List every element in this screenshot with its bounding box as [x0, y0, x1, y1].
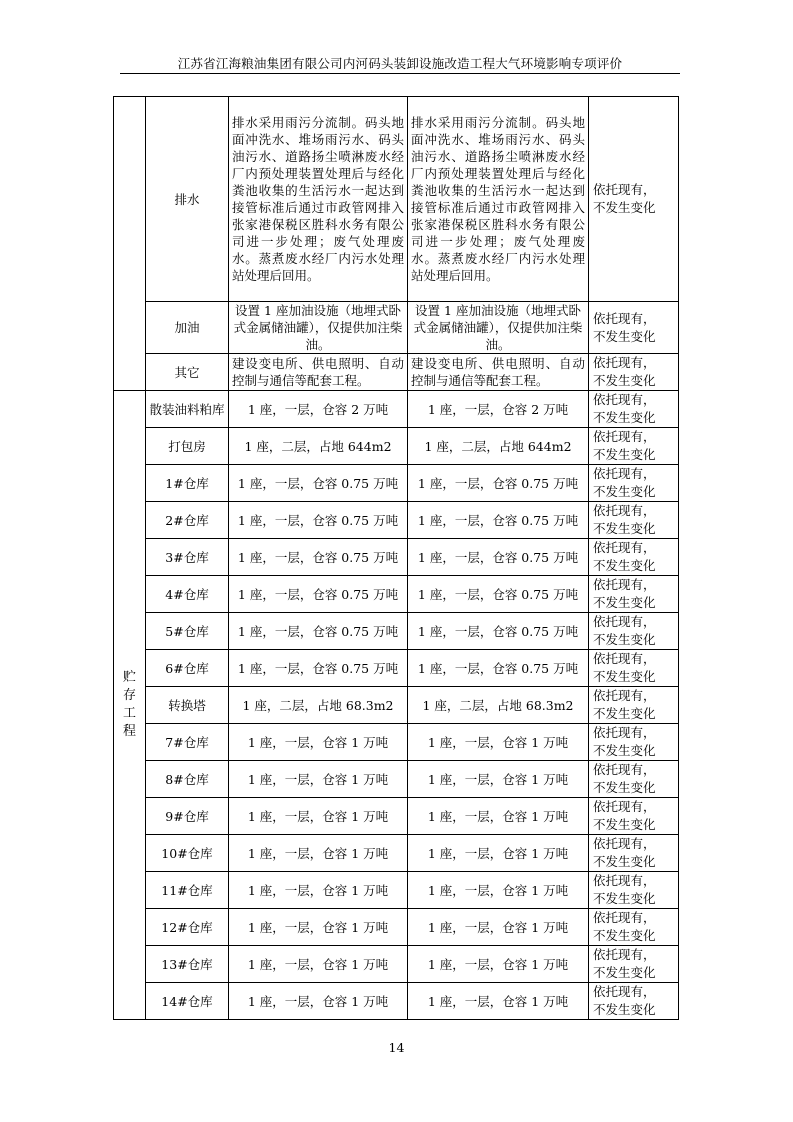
category-char: 存 — [122, 688, 136, 703]
status-line-1: 依托现有， — [593, 503, 656, 518]
item-name: 3#仓库 — [146, 539, 229, 576]
existing-description: 1 座，一层，仓容 0.75 万吨 — [229, 502, 408, 539]
after-change-description: 1 座，一层，仓容 0.75 万吨 — [408, 539, 589, 576]
item-name: 排水 — [146, 97, 229, 302]
category-char: 工 — [122, 706, 136, 721]
category-cell-blank — [114, 97, 146, 391]
change-status — [589, 724, 679, 761]
status-line-1: 依托现有， — [593, 466, 656, 481]
after-change-description: 设置 1 座加油设施（地埋式卧式金属储油罐），仅提供加注柴油。 — [408, 302, 589, 354]
status-line-1: 依托现有， — [593, 873, 656, 888]
status-line-1: 依托现有， — [593, 577, 656, 592]
table-row-storage — [114, 576, 679, 613]
status-line-1: 依托现有， — [593, 799, 656, 814]
item-name: 其它 — [146, 354, 229, 391]
item-name: 10#仓库 — [146, 835, 229, 872]
existing-description: 1 座，一层，仓容 0.75 万吨 — [229, 576, 408, 613]
change-status — [589, 302, 679, 354]
item-name: 4#仓库 — [146, 576, 229, 613]
status-line-2: 不发生变化 — [593, 373, 656, 388]
item-name: 打包房 — [146, 428, 229, 465]
table-row-storage — [114, 724, 679, 761]
table-row-storage — [114, 465, 679, 502]
after-change-description: 1 座，一层，仓容 1 万吨 — [408, 835, 589, 872]
status-line-1: 依托现有， — [593, 984, 656, 999]
item-name: 5#仓库 — [146, 613, 229, 650]
status-line-2: 不发生变化 — [593, 706, 656, 721]
item-name: 12#仓库 — [146, 909, 229, 946]
status-line-1: 依托现有， — [593, 355, 656, 370]
existing-description: 1 座，二层，占地 68.3m2 — [229, 687, 408, 724]
change-status — [589, 576, 679, 613]
table-row-storage — [114, 613, 679, 650]
change-status — [589, 428, 679, 465]
status-line-1: 依托现有， — [593, 910, 656, 925]
after-change-description: 建设变电所、供电照明、自动控制与通信等配套工程。 — [408, 354, 589, 391]
table-row-storage — [114, 872, 679, 909]
status-line-2: 不发生变化 — [593, 1002, 656, 1017]
project-comparison-table — [113, 96, 679, 1020]
status-line-2: 不发生变化 — [593, 558, 656, 573]
after-change-description: 1 座，一层，仓容 1 万吨 — [408, 798, 589, 835]
after-change-description: 1 座，一层，仓容 0.75 万吨 — [408, 502, 589, 539]
existing-description: 1 座，一层，仓容 0.75 万吨 — [229, 539, 408, 576]
change-status — [589, 687, 679, 724]
table-row-storage — [114, 909, 679, 946]
status-line-1: 依托现有， — [593, 836, 656, 851]
existing-description: 建设变电所、供电照明、自动控制与通信等配套工程。 — [229, 354, 408, 391]
change-status — [589, 798, 679, 835]
after-change-description: 1 座，一层，仓容 0.75 万吨 — [408, 650, 589, 687]
table-row-storage — [114, 539, 679, 576]
existing-description: 1 座，一层，仓容 0.75 万吨 — [229, 613, 408, 650]
after-change-description: 1 座，一层，仓容 1 万吨 — [408, 909, 589, 946]
status-line-2: 不发生变化 — [593, 817, 656, 832]
status-line-2: 不发生变化 — [593, 743, 656, 758]
change-status — [589, 650, 679, 687]
after-change-description: 1 座，一层，仓容 2 万吨 — [408, 391, 589, 428]
existing-description: 1 座，一层，仓容 0.75 万吨 — [229, 650, 408, 687]
table-row-storage — [114, 687, 679, 724]
existing-description: 1 座，一层，仓容 1 万吨 — [229, 835, 408, 872]
change-status — [589, 909, 679, 946]
change-status — [589, 983, 679, 1020]
status-line-2: 不发生变化 — [593, 854, 656, 869]
existing-description: 1 座，一层，仓容 1 万吨 — [229, 761, 408, 798]
table-body — [114, 97, 679, 1020]
category-char: 贮 — [122, 670, 136, 685]
status-line-2: 不发生变化 — [593, 891, 656, 906]
status-line-1: 依托现有， — [593, 725, 656, 740]
table-row-storage — [114, 428, 679, 465]
category-cell-storage — [114, 391, 146, 1020]
status-line-1: 依托现有， — [593, 540, 656, 555]
table-row-storage — [114, 983, 679, 1020]
status-line-2: 不发生变化 — [593, 484, 656, 499]
status-line-2: 不发生变化 — [593, 632, 656, 647]
status-line-1: 依托现有， — [593, 392, 656, 407]
table-row-storage — [114, 391, 679, 428]
item-name: 8#仓库 — [146, 761, 229, 798]
change-status — [589, 502, 679, 539]
status-line-2: 不发生变化 — [593, 928, 656, 943]
after-change-description: 1 座，一层，仓容 0.75 万吨 — [408, 465, 589, 502]
status-line-1: 依托现有， — [593, 688, 656, 703]
status-line-1: 依托现有， — [593, 947, 656, 962]
category-char: 程 — [122, 724, 136, 739]
existing-description: 1 座，一层，仓容 2 万吨 — [229, 391, 408, 428]
existing-description: 1 座，一层，仓容 1 万吨 — [229, 983, 408, 1020]
change-status — [589, 761, 679, 798]
after-change-description: 1 座，一层，仓容 0.75 万吨 — [408, 613, 589, 650]
item-name: 9#仓库 — [146, 798, 229, 835]
header-divider — [120, 73, 680, 74]
table-row-other — [114, 354, 679, 391]
table-row-storage — [114, 835, 679, 872]
after-change-description: 1 座，二层，占地 644m2 — [408, 428, 589, 465]
existing-description: 1 座，一层，仓容 1 万吨 — [229, 724, 408, 761]
table-row-storage — [114, 761, 679, 798]
after-change-description: 1 座，一层，仓容 1 万吨 — [408, 946, 589, 983]
page-number: 14 — [388, 1040, 405, 1055]
item-name: 1#仓库 — [146, 465, 229, 502]
status-line-2: 不发生变化 — [593, 521, 656, 536]
after-change-description: 1 座，一层，仓容 0.75 万吨 — [408, 576, 589, 613]
status-line-2: 不发生变化 — [593, 780, 656, 795]
item-name: 转换塔 — [146, 687, 229, 724]
existing-description: 1 座，二层，占地 644m2 — [229, 428, 408, 465]
item-name: 散装油料粕库 — [146, 391, 229, 428]
table-row-storage — [114, 946, 679, 983]
change-status — [589, 835, 679, 872]
item-name: 11#仓库 — [146, 872, 229, 909]
item-name: 2#仓库 — [146, 502, 229, 539]
status-line-1: 依托现有， — [593, 614, 656, 629]
existing-description: 1 座，一层，仓容 1 万吨 — [229, 909, 408, 946]
status-line-2: 不发生变化 — [593, 965, 656, 980]
table-row-drainage — [114, 97, 679, 302]
existing-description: 1 座，一层，仓容 1 万吨 — [229, 872, 408, 909]
page-header-title: 江苏省江海粮油集团有限公司内河码头装卸设施改造工程大气环境影响专项评价 — [177, 56, 623, 71]
table-row-fueling — [114, 302, 679, 354]
status-line-2: 不发生变化 — [593, 200, 656, 215]
existing-description: 1 座，一层，仓容 1 万吨 — [229, 798, 408, 835]
change-status — [589, 539, 679, 576]
table-row-storage — [114, 798, 679, 835]
after-change-description: 1 座，一层，仓容 1 万吨 — [408, 983, 589, 1020]
change-status — [589, 391, 679, 428]
status-line-2: 不发生变化 — [593, 410, 656, 425]
status-line-2: 不发生变化 — [593, 328, 656, 344]
after-change-description: 排水采用雨污分流制。码头地面冲洗水、堆场雨污水、码头油污水、道路扬尘喷淋废水经厂内预处理装置处理后与经化粪池收集的生活污水一起达到接管标准后通过市政管网排入张家港保税区胜科水务有限公司进一步处理；废气处理废水。蒸煮废水经厂内污水处理站处理后回用。 — [408, 97, 589, 302]
item-name: 7#仓库 — [146, 724, 229, 761]
item-name: 6#仓库 — [146, 650, 229, 687]
existing-description: 1 座，一层，仓容 1 万吨 — [229, 946, 408, 983]
status-line-1: 依托现有， — [593, 182, 656, 197]
existing-description: 排水采用雨污分流制。码头地面冲洗水、堆场雨污水、码头油污水、道路扬尘喷淋废水经厂内预处理装置处理后与经化粪池收集的生活污水一起达到接管标准后通过市政管网排入张家港保税区胜科水务有限公司进一步处理；废气处理废水。蒸煮废水经厂内污水处理站处理后回用。 — [229, 97, 408, 302]
change-status — [589, 465, 679, 502]
change-status — [589, 354, 679, 391]
change-status — [589, 872, 679, 909]
change-status — [589, 946, 679, 983]
item-name: 13#仓库 — [146, 946, 229, 983]
item-name: 加油 — [146, 302, 229, 354]
change-status — [589, 97, 679, 302]
status-line-1: 依托现有， — [593, 651, 656, 666]
change-status — [589, 613, 679, 650]
after-change-description: 1 座，二层，占地 68.3m2 — [408, 687, 589, 724]
status-line-1: 依托现有， — [593, 762, 656, 777]
status-line-2: 不发生变化 — [593, 669, 656, 684]
status-line-1: 依托现有， — [593, 429, 656, 444]
item-name: 14#仓库 — [146, 983, 229, 1020]
status-line-2: 不发生变化 — [593, 447, 656, 462]
after-change-description: 1 座，一层，仓容 1 万吨 — [408, 761, 589, 798]
existing-description: 1 座，一层，仓容 0.75 万吨 — [229, 465, 408, 502]
status-line-2: 不发生变化 — [593, 595, 656, 610]
after-change-description: 1 座，一层，仓容 1 万吨 — [408, 872, 589, 909]
after-change-description: 1 座，一层，仓容 1 万吨 — [408, 724, 589, 761]
table-row-storage — [114, 650, 679, 687]
table-row-storage — [114, 502, 679, 539]
status-line-1: 依托现有， — [593, 310, 656, 326]
existing-description: 设置 1 座加油设施（地埋式卧式金属储油罐），仅提供加注柴油。 — [229, 302, 408, 354]
